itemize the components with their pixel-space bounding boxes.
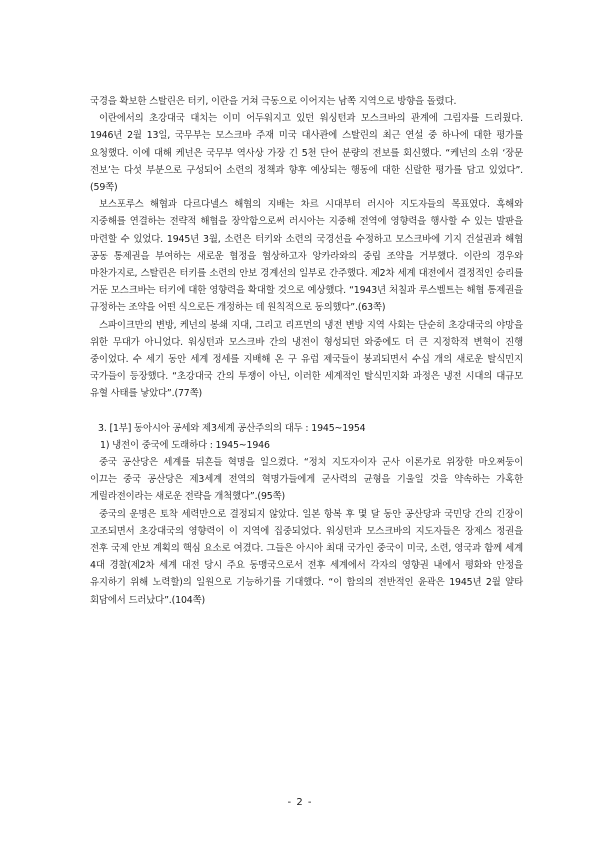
section-heading: 3. [1부] 동아시아 공세와 제3세계 공산주의의 대두 : 1945~1954 xyxy=(98,422,366,434)
paragraph: 국경을 확보한 스탈린은 터키, 이란을 거쳐 극동으로 이어지는 남쪽 지역으로 방향을 돌렸다. xyxy=(90,96,457,107)
section-spacer xyxy=(90,403,523,420)
page-number: - 2 - xyxy=(287,797,313,808)
paragraph: 중국 공산당은 세계를 뒤흔들 혁명을 일으켰다. “정치 지도자이자 군사 이론가로 위장한 마오쩌둥이 이끄는 중국 공산당은 제3세계 전역의 혁명가들에게 군사력의 균형을 기울일 것을 약속하는 가혹한 게릴라전이라는 새로운 전략을 개척했다”.(95쪽) xyxy=(90,457,523,503)
document-body xyxy=(90,93,523,609)
paragraph: 중국의 운명은 토착 세력만으로 결정되지 않았다. 일본 항복 후 몇 달 동안 공산당과 국민당 간의 긴장이 고조되면서 초강대국의 영향력이 이 지역에 집중되었다. 워싱턴과 모스크바의 지도자들은 장제스 정권을 전후 국제 안보 계획의 핵심 요소로 여겼다. 그들은 아시아 최대 국가인 중국이 미국, 소련, 영국과 함께 세계 4대 경찰(제2차 세계 대전 당시 주요 동맹국으로서 전후 세계에서 각자의 영향권 내에서 평화와 안정을 유지하기 위해 노력할)의 일원으로 기능하기를 기대했다. “이 합의의 전반적인 윤곽은 1945년 2월 얄타 회담에서 드러났다”.(104쪽) xyxy=(90,508,523,606)
subsection-heading: 1) 냉전이 중국에 도래하다 : 1945~1946 xyxy=(100,439,270,451)
paragraph: 스파이크만의 변방, 케넌의 봉쇄 지대, 그리고 리프먼의 냉전 변방 지역 사회는 단순히 초강대국의 야망을 위한 무대가 아니었다. 워싱턴과 모스크바 간의 냉전이 형성되던 와중에도 더 큰 지정학적 변혁이 진행 중이었다. 수 세기 동안 세계 정세를 지배해 온 구 유럽 제국들이 붕괴되면서 수십 개의 새로운 탈식민지 국가들이 등장했다. “초강대국 간의 투쟁이 아닌, 이러한 세계적인 탈식민지화 과정은 냉전 시대의 대규모 유혈 사태를 낳았다”.(77쪽) xyxy=(90,319,523,400)
paragraph: 보스포루스 해협과 다르다넬스 해협의 지배는 차르 시대부터 러시아 지도자들의 목표였다. 흑해와 지중해를 연결하는 전략적 해협을 장악함으로써 러시아는 지중해 전역에 영향력을 행사할 수 있는 발판을 마련할 수 있었다. 1945년 3월, 소련은 터키와 소련의 국경선을 수정하고 모스크바에 기지 건설권과 해협 공동 통제권을 부여하는 새로운 협정을 협상하고자 앙카라와의 중립 조약을 거부했다. 이란의 경우와 마찬가지로, 스탈린은 터키를 소련의 안보 경계선의 일부로 간주했다. 제2차 세계 대전에서 결정적인 승리를 거둔 모스크바는 터키에 대한 영향력을 확대할 것으로 예상했다. “1943년 처칠과 루스벨트는 해협 통제권을 규정하는 조약을 어떤 식으로든 개정하는 데 원칙적으로 동의했다”.(63쪽) xyxy=(90,199,523,314)
paragraph: 이란에서의 초강대국 대치는 이미 어두워지고 있던 워싱턴과 모스크바의 관계에 그림자를 드리웠다. 1946년 2월 13일, 국무부는 모스크바 주재 미국 대사관에 스탈린의 최근 연설 중 하나에 대한 평가를 요청했다. 이에 대해 케넌은 국무부 역사상 가장 긴 5천 단어 분량의 전보를 회신했다. “케넌의 소위 ‘장문 전보’는 다섯 부분으로 구성되어 소련의 정책과 향후 예상되는 행동에 대한 신랄한 평가를 담고 있었다”.(59쪽) xyxy=(90,113,523,194)
